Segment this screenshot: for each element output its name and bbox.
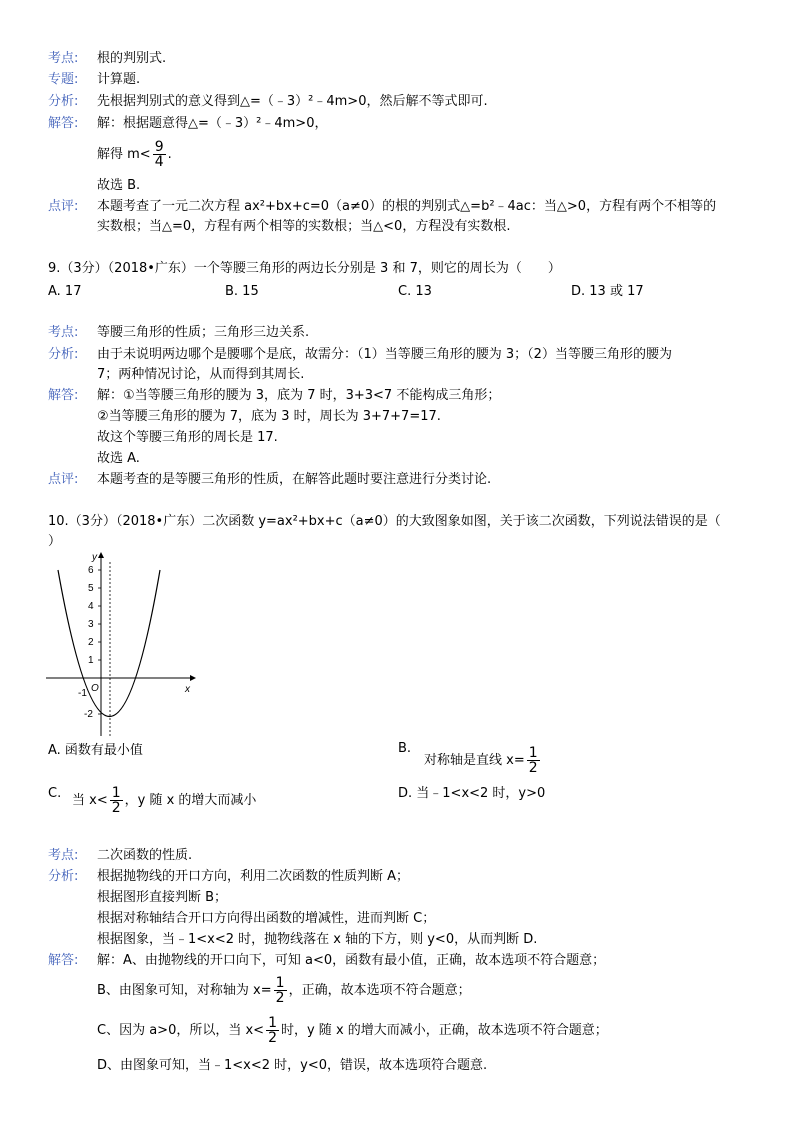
option-b (424, 744, 542, 778)
x-axis-label: x (185, 684, 190, 695)
fenxi-label: 分析: (48, 94, 79, 109)
y-axis-label: y (92, 552, 97, 563)
jieda-label: 解答: (48, 388, 79, 403)
jieda-text: 时，y 随 x 的增大而减小，正确，故本选项不符合题意； (280, 1023, 608, 1038)
jieda-text: . (167, 147, 172, 162)
jieda-line-fraction (97, 137, 172, 173)
fenxi-label: 分析: (48, 869, 79, 884)
jieda-line: 故选 A. (97, 451, 140, 466)
jieda-line: 解：①当等腰三角形的腰为 3，底为 7 时，3+3<7 不能构成三角形； (97, 388, 501, 403)
denominator: 4 (154, 154, 164, 170)
fenxi-text: 根据图形直接判断 B； (97, 890, 228, 905)
denominator: 2 (528, 760, 538, 776)
jieda-line: 解：根据题意得△=（﹣3）²﹣4m>0， (97, 116, 328, 131)
y-tick-label: 6 (88, 565, 94, 576)
jieda-text: C、因为 a>0，所以，当 x< (97, 1023, 265, 1038)
jieda-line: 故这个等腰三角形的周长是 17. (97, 430, 278, 445)
question-stem: 9.（3分）（2018•广东）一个等腰三角形的两边长分别是 3 和 7，则它的周长为（ ） (48, 261, 561, 276)
numerator: 1 (528, 745, 538, 761)
fenxi-text: 根据对称轴结合开口方向得出函数的增减性，进而判断 C； (97, 911, 436, 926)
parabola-curve (58, 570, 160, 717)
jieda-text: ，正确，故本选项不符合题意； (288, 983, 471, 998)
jieda-line: D、由图象可知，当﹣1<x<2 时，y<0，错误，故本选项符合题意. (97, 1058, 488, 1073)
option-c-text: 当 x< (72, 793, 108, 808)
y-tick-label: 2 (88, 637, 94, 648)
fraction (527, 746, 540, 775)
x-axis-arrow (190, 675, 196, 681)
option-c (72, 784, 256, 818)
y-tick-label: 3 (88, 619, 94, 630)
kaodian-label: 考点: (48, 848, 79, 863)
origin-label: O (91, 683, 99, 694)
dianping-text: 本题考查了一元二次方程 ax²+bx+c=0（a≠0）的根的判别式△=b²﹣4ac：当△>0，方程有两个不相等的 (97, 199, 717, 214)
y-tick-label: -2 (84, 709, 93, 720)
dianping-label: 点评: (48, 472, 79, 487)
jieda-line-fraction (97, 1014, 608, 1048)
option-a: A. 17 (48, 284, 82, 299)
fraction (274, 976, 287, 1005)
option-b: B. 15 (225, 284, 259, 299)
jieda-text: B、由图象可知，对称轴为 x= (97, 983, 272, 998)
y-tick-label: 4 (88, 601, 94, 612)
jieda-label: 解答: (48, 953, 79, 968)
dianping-text: 实数根；当△=0，方程有两个相等的实数根；当△<0，方程没有实数根. (97, 219, 511, 234)
option-a: A. 函数有最小值 (48, 743, 143, 758)
fenxi-text: 先根据判别式的意义得到△=（﹣3）²﹣4m>0，然后解不等式即可. (97, 94, 488, 109)
dianping-text: 本题考查的是等腰三角形的性质，在解答此题时要注意进行分类讨论. (97, 472, 492, 487)
zhuanti-text: 计算题. (97, 72, 141, 87)
denominator: 2 (268, 1030, 277, 1046)
jieda-line: 故选 B. (97, 178, 141, 193)
fraction (153, 140, 166, 169)
jieda-label: 解答: (48, 116, 79, 131)
option-d: D. 当﹣1<x<2 时，y>0 (398, 786, 546, 801)
fraction (110, 786, 123, 815)
question-stem: ） (48, 534, 62, 549)
fenxi-text: 7；两种情况讨论，从而得到其周长. (97, 367, 305, 382)
kaodian-label: 考点: (48, 325, 79, 340)
numerator: 1 (111, 785, 121, 801)
question-stem: 10.（3分）（2018•广东）二次函数 y=ax²+bx+c（a≠0）的大致图象如图，关于该二次函数，下列说法错误的是（ (48, 514, 721, 529)
option-c-text: ，y 随 x 的增大而减小 (124, 793, 257, 808)
zhuanti-label: 专题: (48, 72, 79, 87)
fraction (266, 1016, 279, 1045)
y-tick-label: 5 (88, 583, 94, 594)
dianping-label: 点评: (48, 199, 79, 214)
jieda-line: 解：A、由抛物线的开口向下，可知 a<0，函数有最小值，正确，故本选项不符合题意； (97, 953, 606, 968)
parabola-graph (40, 548, 200, 738)
kaodian-text: 根的判别式. (97, 51, 167, 66)
kaodian-text: 二次函数的性质. (97, 848, 193, 863)
option-b-text: 对称轴是直线 x= (424, 753, 525, 768)
option-b-label: B. (398, 741, 412, 756)
option-d: D. 13 或 17 (571, 284, 644, 299)
fenxi-text: 根据抛物线的开口方向，利用二次函数的性质判断 A； (97, 869, 410, 884)
numerator: 9 (154, 139, 164, 155)
jieda-line: ②当等腰三角形的腰为 7，底为 3 时，周长为 3+7+7=17. (97, 409, 441, 424)
jieda-text: 解得 m< (97, 147, 151, 162)
fenxi-text: 由于未说明两边哪个是腰哪个是底，故需分：（1）当等腰三角形的腰为 3；（2）当等腰三角形的腰为 (97, 347, 672, 362)
neg-one-label: -1 (78, 688, 87, 699)
fenxi-label: 分析: (48, 347, 79, 362)
y-axis-arrow (98, 552, 104, 558)
kaodian-text: 等腰三角形的性质；三角形三边关系. (97, 325, 310, 340)
option-c: C. 13 (398, 284, 432, 299)
jieda-line-fraction (97, 974, 471, 1008)
y-tick-label: 1 (88, 655, 94, 666)
numerator: 1 (275, 975, 285, 991)
denominator: 2 (275, 990, 285, 1006)
kaodian-label: 考点: (48, 51, 79, 66)
option-c-label: C. (48, 786, 62, 801)
denominator: 2 (111, 800, 121, 816)
fenxi-text: 根据图象，当﹣1<x<2 时，抛物线落在 x 轴的下方，则 y<0，从而判断 D. (97, 932, 538, 947)
numerator: 1 (268, 1015, 277, 1031)
